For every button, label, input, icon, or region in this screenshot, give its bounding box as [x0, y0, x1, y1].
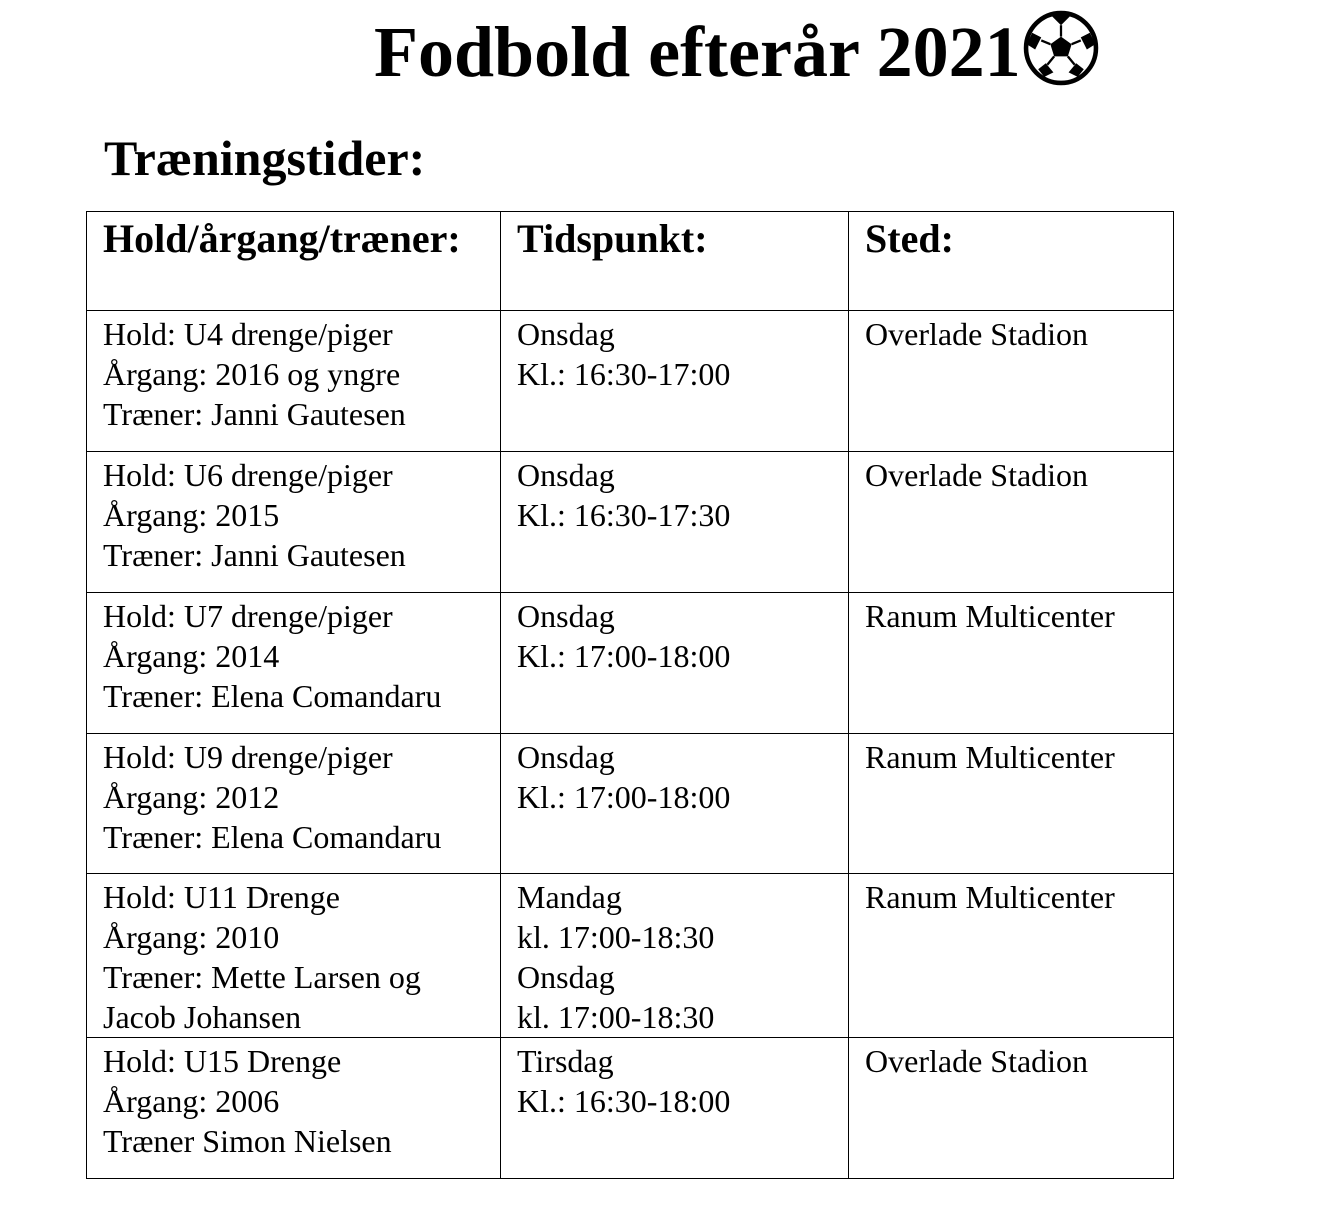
place-cell — [849, 1038, 1174, 1179]
year-label: Årgang: 2012 — [103, 779, 280, 815]
team-label: Hold: U7 drenge/piger — [103, 598, 393, 634]
time-label: Kl.: 16:30-18:00 — [517, 1083, 731, 1119]
coach-label: Træner: Janni Gautesen — [103, 537, 406, 573]
place-label: Overlade Stadion — [865, 457, 1089, 493]
time-label: Kl.: 17:00-18:00 — [517, 638, 731, 674]
place-cell — [849, 874, 1174, 1038]
day-label: Onsdag — [517, 316, 615, 352]
team-label: Hold: U11 Drenge — [103, 879, 340, 915]
soccer-ball-icon — [1023, 10, 1099, 86]
page-title — [374, 10, 1099, 94]
hold-cell — [87, 452, 501, 593]
hold-cell — [87, 874, 501, 1038]
table-header-row — [87, 212, 1174, 311]
coach-label: Træner: Elena Comandaru — [103, 678, 442, 714]
header-sted — [849, 212, 1174, 311]
time-cell — [501, 1038, 849, 1179]
year-label: Årgang: 2006 — [103, 1083, 280, 1119]
place-label: Overlade Stadion — [865, 1043, 1089, 1079]
day-label: Mandag — [517, 879, 622, 915]
team-label: Hold: U4 drenge/piger — [103, 316, 393, 352]
place-cell — [849, 311, 1174, 452]
time-cell — [501, 452, 849, 593]
time-label: Kl.: 16:30-17:30 — [517, 497, 731, 533]
year-label: Årgang: 2015 — [103, 497, 280, 533]
table-row — [87, 874, 1174, 1038]
place-label: Ranum Multicenter — [865, 598, 1115, 634]
place-cell — [849, 734, 1174, 874]
place-cell — [849, 452, 1174, 593]
time-label: kl. 17:00-18:30 — [517, 999, 715, 1035]
table-row — [87, 734, 1174, 874]
time-cell — [501, 593, 849, 734]
header-tidspunkt — [501, 212, 849, 311]
time-label: Kl.: 17:00-18:00 — [517, 779, 731, 815]
hold-cell — [87, 1038, 501, 1179]
table-row — [87, 452, 1174, 593]
place-label: Overlade Stadion — [865, 316, 1089, 352]
hold-cell — [87, 734, 501, 874]
time-label: kl. 17:00-18:30 — [517, 919, 715, 955]
year-label: Årgang: 2014 — [103, 638, 280, 674]
page-title-text: Fodbold efterår 2021 — [374, 12, 1021, 92]
team-label: Hold: U9 drenge/piger — [103, 739, 393, 775]
day-label: Onsdag — [517, 959, 615, 995]
team-label: Hold: U15 Drenge — [103, 1043, 342, 1079]
team-label: Hold: U6 drenge/piger — [103, 457, 393, 493]
day-label: Onsdag — [517, 457, 615, 493]
day-label: Onsdag — [517, 739, 615, 775]
coach-label: Træner: Elena Comandaru — [103, 819, 442, 855]
table-row — [87, 1038, 1174, 1179]
time-cell — [501, 311, 849, 452]
time-cell — [501, 874, 849, 1038]
hold-cell — [87, 311, 501, 452]
place-cell — [849, 593, 1174, 734]
place-label: Ranum Multicenter — [865, 739, 1115, 775]
header-hold-label: Hold/årgang/træner: — [103, 216, 461, 261]
coach-label: Træner: Janni Gautesen — [103, 396, 406, 432]
time-label: Kl.: 16:30-17:00 — [517, 356, 731, 392]
coach-label: Træner Simon Nielsen — [103, 1123, 392, 1159]
header-sted-label: Sted: — [865, 216, 954, 261]
table-row — [87, 593, 1174, 734]
day-label: Tirsdag — [517, 1043, 614, 1079]
table-row — [87, 311, 1174, 452]
header-tidspunkt-label: Tidspunkt: — [517, 216, 708, 261]
header-hold — [87, 212, 501, 311]
coach-label: Træner: Mette Larsen og — [103, 959, 421, 995]
place-label: Ranum Multicenter — [865, 879, 1115, 915]
year-label: Årgang: 2010 — [103, 919, 280, 955]
coach-label-continued: Jacob Johansen — [103, 999, 302, 1035]
section-heading: Træningstider: — [104, 130, 426, 186]
hold-cell — [87, 593, 501, 734]
time-cell — [501, 734, 849, 874]
year-label: Årgang: 2016 og yngre — [103, 356, 401, 392]
training-schedule-table — [86, 211, 1174, 1179]
day-label: Onsdag — [517, 598, 615, 634]
